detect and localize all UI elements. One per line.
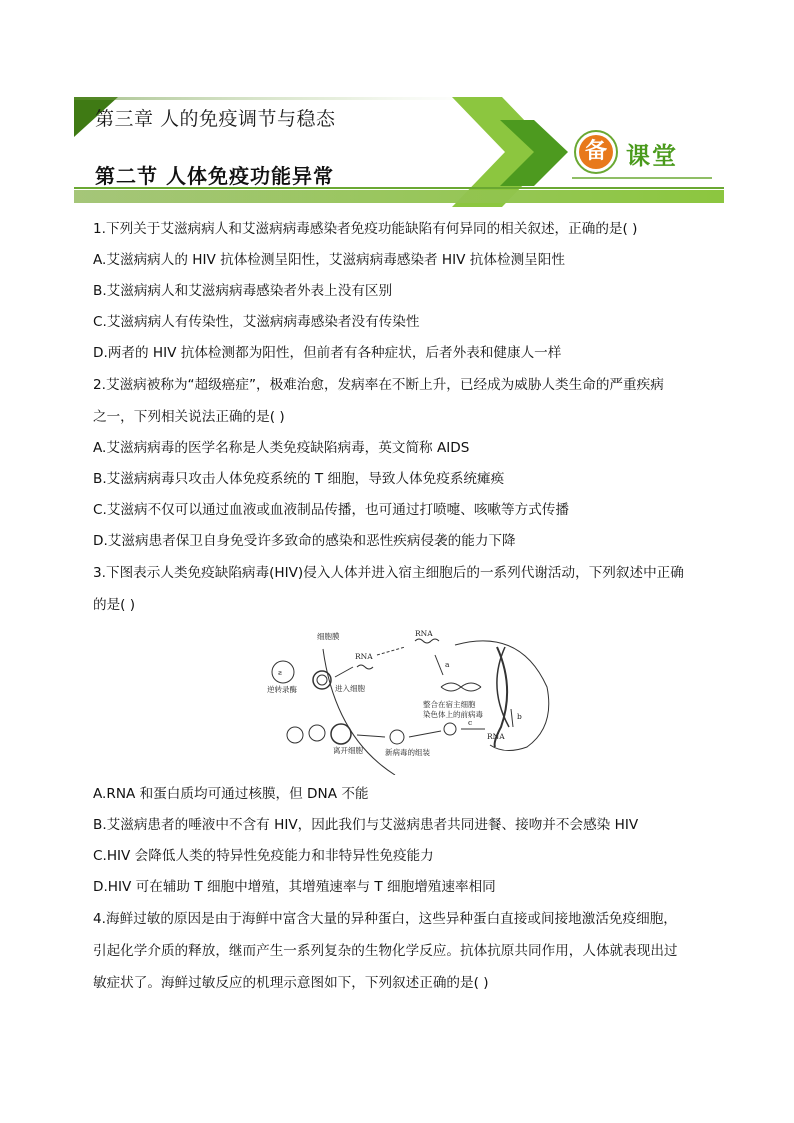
label-leave: 离开细胞 xyxy=(333,746,363,755)
virus-entering xyxy=(313,671,331,689)
option-d: D.HIV 可在辅助 T 细胞中增殖，其增殖速率与 T 细胞增殖速率相同 xyxy=(93,879,496,895)
option-b: B.艾滋病病人和艾滋病病毒感染者外表上没有区别 xyxy=(93,283,393,299)
virus-entering-core xyxy=(317,675,327,685)
question-stem: 3.下图表示人类免疫缺陷病毒(HIV)侵入人体并进入宿主细胞后的一系列代谢活动，下列叙述中正确 xyxy=(93,565,684,581)
question-stem-cont: 引起化学介质的释放，继而产生一系列复杂的生物化学反应。抗体抗原共同作用，人体就表现出过 xyxy=(93,943,678,959)
label-integrate-1: 整合在宿主细胞 xyxy=(423,700,476,709)
label-integrate-2: 染色体上的前病毒 xyxy=(423,710,483,719)
option-b: B.艾滋病病毒只攻击人体免疫系统的 T 细胞，导致人体免疫系统瘫痪 xyxy=(93,471,505,487)
question-stem-cont: 的是( ) xyxy=(93,597,136,613)
virus-assembling xyxy=(390,730,404,744)
option-c: C.艾滋病病人有传染性，艾滋病病毒感染者没有传染性 xyxy=(93,314,420,330)
hiv-lifecycle-figure xyxy=(93,627,713,775)
virus-released-2 xyxy=(309,725,325,741)
protein-c xyxy=(444,723,456,735)
label-assemble: 新病毒的组装 xyxy=(385,748,430,757)
option-c: C.HIV 会降低人类的特异性免疫能力和非特异性免疫能力 xyxy=(93,848,434,864)
option-c: C.艾滋病不仅可以通过血液或血液制品传播，也可通过打喷嚏、咳嗽等方式传播 xyxy=(93,502,569,518)
question-stem-cont: 敏症状了。海鲜过敏反应的机理示意图如下，下列叙述正确的是( ) xyxy=(93,975,489,991)
badge-text: 课堂 xyxy=(626,142,678,170)
header-banner xyxy=(0,0,794,210)
label-membrane: 细胞膜 xyxy=(317,632,340,641)
header-bottom-bar xyxy=(74,190,724,203)
option-a: A.艾滋病病毒的医学名称是人类免疫缺陷病毒，英文简称 AIDS xyxy=(93,440,470,456)
rna-strand-1 xyxy=(357,665,373,669)
virus-budding xyxy=(331,724,351,744)
arrow-a xyxy=(435,655,443,675)
chapter-title: 第三章 人的免疫调节与稳态 xyxy=(95,108,336,130)
arrow-release xyxy=(357,735,385,737)
option-a: A.艾滋病病人的 HIV 抗体检测呈阳性，艾滋病病毒感染者 HIV 抗体检测呈阳性 xyxy=(93,252,565,268)
rna-strand-2 xyxy=(415,639,439,643)
label-rna-2: RNA xyxy=(415,629,433,638)
question-stem: 1.下列关于艾滋病病人和艾滋病病毒感染者免疫功能缺陷有何异同的相关叙述，正确的是( ) xyxy=(93,221,638,237)
question-1 xyxy=(93,213,713,369)
option-d: D.两者的 HIV 抗体检测都为阳性，但前者有各种症状，后者外表和健康人一样 xyxy=(93,345,562,361)
label-enter: 进入细胞 xyxy=(335,684,365,693)
label-rna-3: RNA xyxy=(487,732,505,741)
badge-char: 备 xyxy=(584,139,607,164)
question-3 xyxy=(93,557,713,903)
worksheet-content xyxy=(93,213,713,999)
option-d: D.艾滋病患者保卫自身免受许多致命的感染和恶性疾病侵袭的能力下降 xyxy=(93,533,516,549)
question-stem: 4.海鲜过敏的原因是由于海鲜中富含大量的异种蛋白，这些异种蛋白直接或间接地激活免疫细胞， xyxy=(93,911,677,927)
option-a: A.RNA 和蛋白质均可通过核膜，但 DNA 不能 xyxy=(93,786,369,802)
section-title: 第二节 人体免疫功能异常 xyxy=(95,164,334,188)
question-4 xyxy=(93,903,713,999)
arrow-b xyxy=(511,709,513,727)
label-b: b xyxy=(517,712,522,721)
dna-helix-2 xyxy=(441,683,481,691)
arrow-to-rna xyxy=(335,667,353,677)
virus-outside-core: ƨ xyxy=(278,668,282,677)
question-stem-cont: 之一，下列相关说法正确的是( ) xyxy=(93,409,285,425)
label-a: a xyxy=(445,660,450,669)
hiv-diagram xyxy=(265,627,555,775)
header-top-band xyxy=(74,97,514,100)
question-stem: 2.艾滋病被称为“超级癌症”，极难治愈，发病率在不断上升，已经成为威胁人类生命的严重疾病 xyxy=(93,377,664,393)
option-b: B.艾滋病患者的唾液中不含有 HIV，因此我们与艾滋病患者共同进餐、接吻并不会感染 HIV xyxy=(93,817,639,833)
arrow-assemble xyxy=(409,731,441,737)
arrow-rna-dashed xyxy=(377,647,405,655)
question-2 xyxy=(93,369,713,557)
virus-released-1 xyxy=(287,727,303,743)
label-c: c xyxy=(468,718,473,727)
label-rna-1: RNA xyxy=(355,652,373,661)
virus-outside xyxy=(272,661,294,683)
label-reverse: 逆转录酶 xyxy=(267,685,297,694)
